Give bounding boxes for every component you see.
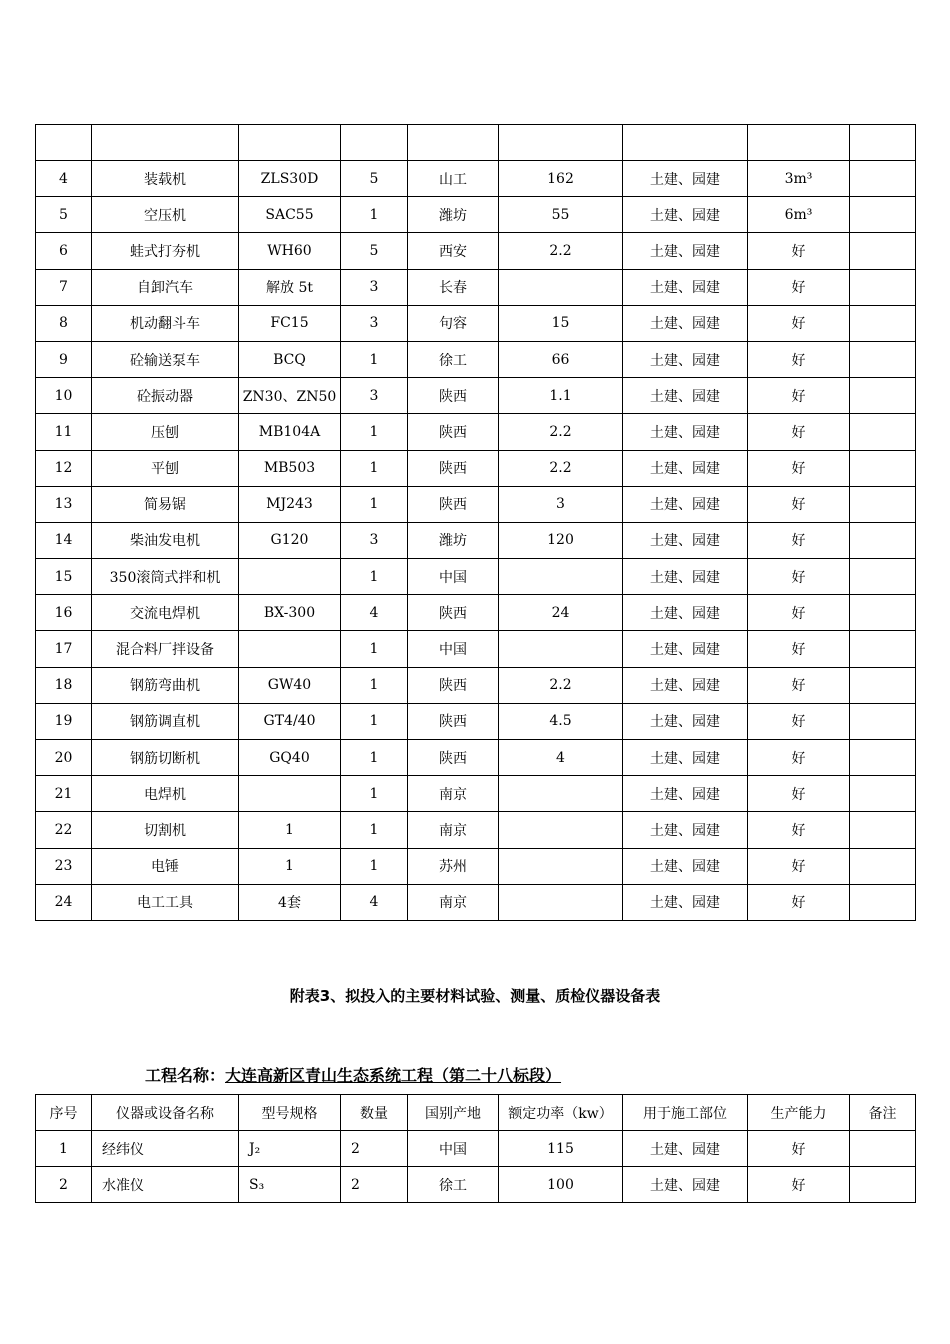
cell-remark <box>850 667 916 703</box>
cell-seq: 1 <box>36 1131 92 1167</box>
cell-power <box>499 269 623 305</box>
cell-remark <box>850 776 916 812</box>
cell-qty: 1 <box>341 848 408 884</box>
cell-name: 交流电焊机 <box>92 595 239 631</box>
cell-name: 平刨 <box>92 450 239 486</box>
cell-remark <box>850 884 916 920</box>
cell-capacity: 好 <box>748 812 850 848</box>
cell-seq: 6 <box>36 233 92 269</box>
cell-remark <box>850 378 916 414</box>
cell-qty: 1 <box>341 486 408 522</box>
cell-model: BCQ <box>239 341 341 377</box>
cell-name: 电工工具 <box>92 884 239 920</box>
cell-name: 混合料厂拌设备 <box>92 631 239 667</box>
cell-seq: 13 <box>36 486 92 522</box>
cell-origin: 陕西 <box>408 740 499 776</box>
cell-usage: 土建、园建 <box>623 812 748 848</box>
cell-power <box>499 559 623 595</box>
cell-origin: 中国 <box>408 631 499 667</box>
cell-power <box>499 776 623 812</box>
cell-name: 装载机 <box>92 161 239 197</box>
cell-qty: 1 <box>341 740 408 776</box>
cell-remark <box>850 450 916 486</box>
cell-model: ZN30、ZN50 <box>239 378 341 414</box>
cell-name: 柴油发电机 <box>92 522 239 558</box>
cell-remark <box>850 559 916 595</box>
cell-origin: 潍坊 <box>408 197 499 233</box>
cell-remark <box>850 305 916 341</box>
table-header-row <box>36 1095 916 1131</box>
cell-remark <box>850 740 916 776</box>
cell-name: 电焊机 <box>92 776 239 812</box>
cell-name: 简易锯 <box>92 486 239 522</box>
cell-power <box>499 631 623 667</box>
cell-power: 2.2 <box>499 233 623 269</box>
cell-capacity: 好 <box>748 595 850 631</box>
cell-remark <box>850 848 916 884</box>
cell-remark <box>850 341 916 377</box>
table-row <box>36 703 916 739</box>
table-row <box>36 378 916 414</box>
cell-name: 蛙式打夯机 <box>92 233 239 269</box>
cell-qty: 3 <box>341 269 408 305</box>
header-origin: 国别产地 <box>408 1095 499 1131</box>
cell-model <box>239 631 341 667</box>
cell-origin: 陕西 <box>408 703 499 739</box>
cell-usage: 土建、园建 <box>623 486 748 522</box>
cell-model: 1 <box>239 848 341 884</box>
section-title: 附表3、拟投入的主要材料试验、测量、质检仪器设备表 <box>289 987 661 1005</box>
cell-qty: 1 <box>341 667 408 703</box>
cell-qty: 2 <box>341 1131 408 1167</box>
cell-name: 水准仪 <box>92 1167 239 1203</box>
cell-capacity: 3m³ <box>748 161 850 197</box>
cell-origin: 南京 <box>408 812 499 848</box>
table-row <box>36 341 916 377</box>
cell-power: 4.5 <box>499 703 623 739</box>
cell-name: 电锤 <box>92 848 239 884</box>
cell-model: 4套 <box>239 884 341 920</box>
cell-seq: 17 <box>36 631 92 667</box>
cell-usage: 土建、园建 <box>623 1167 748 1203</box>
equipment-table <box>35 124 916 921</box>
project-label: 工程名称： <box>145 1066 226 1085</box>
cell-usage: 土建、园建 <box>623 631 748 667</box>
cell-origin: 陕西 <box>408 667 499 703</box>
cell-remark <box>850 233 916 269</box>
cell-capacity: 好 <box>748 776 850 812</box>
cell-model: MJ243 <box>239 486 341 522</box>
cell-capacity: 好 <box>748 233 850 269</box>
cell-name: 350滚筒式拌和机 <box>92 559 239 595</box>
header-power: 额定功率（kw） <box>499 1095 623 1131</box>
cell-model: FC15 <box>239 305 341 341</box>
table-row <box>36 450 916 486</box>
table-row <box>36 884 916 920</box>
cell-power <box>499 812 623 848</box>
cell-origin: 中国 <box>408 1131 499 1167</box>
cell-seq: 15 <box>36 559 92 595</box>
cell-name: 钢筋弯曲机 <box>92 667 239 703</box>
cell-capacity: 好 <box>748 378 850 414</box>
cell-qty: 4 <box>341 595 408 631</box>
cell-usage: 土建、园建 <box>623 667 748 703</box>
blank-cell <box>239 125 341 161</box>
cell-remark <box>850 1167 916 1203</box>
table-row <box>36 486 916 522</box>
cell-seq: 14 <box>36 522 92 558</box>
cell-usage: 土建、园建 <box>623 703 748 739</box>
blank-cell <box>341 125 408 161</box>
cell-origin: 陕西 <box>408 450 499 486</box>
table-row <box>36 1167 916 1203</box>
cell-capacity: 好 <box>748 559 850 595</box>
cell-remark <box>850 161 916 197</box>
project-line <box>145 1063 561 1086</box>
cell-seq: 23 <box>36 848 92 884</box>
cell-origin: 徐工 <box>408 341 499 377</box>
cell-usage: 土建、园建 <box>623 414 748 450</box>
instrument-table-body <box>36 1095 916 1203</box>
table-row <box>36 161 916 197</box>
cell-seq: 24 <box>36 884 92 920</box>
blank-cell <box>499 125 623 161</box>
cell-origin: 南京 <box>408 776 499 812</box>
cell-capacity: 好 <box>748 269 850 305</box>
cell-usage: 土建、园建 <box>623 378 748 414</box>
cell-capacity: 好 <box>748 703 850 739</box>
cell-capacity: 6m³ <box>748 197 850 233</box>
cell-usage: 土建、园建 <box>623 450 748 486</box>
cell-capacity: 好 <box>748 450 850 486</box>
table-row <box>36 631 916 667</box>
cell-power: 100 <box>499 1167 623 1203</box>
cell-capacity: 好 <box>748 884 850 920</box>
cell-remark <box>850 414 916 450</box>
cell-origin: 潍坊 <box>408 522 499 558</box>
cell-power: 15 <box>499 305 623 341</box>
cell-model: MB503 <box>239 450 341 486</box>
cell-qty: 1 <box>341 341 408 377</box>
blank-header-row <box>36 125 916 161</box>
cell-remark <box>850 522 916 558</box>
cell-model <box>239 776 341 812</box>
cell-power: 55 <box>499 197 623 233</box>
cell-qty: 5 <box>341 161 408 197</box>
cell-origin: 陕西 <box>408 414 499 450</box>
table-row <box>36 848 916 884</box>
cell-power: 1.1 <box>499 378 623 414</box>
instrument-table <box>35 1094 916 1203</box>
cell-usage: 土建、园建 <box>623 161 748 197</box>
cell-qty: 1 <box>341 414 408 450</box>
cell-capacity: 好 <box>748 631 850 667</box>
header-remark: 备注 <box>850 1095 916 1131</box>
cell-usage: 土建、园建 <box>623 740 748 776</box>
table-row <box>36 414 916 450</box>
cell-qty: 2 <box>341 1167 408 1203</box>
cell-name: 经纬仪 <box>92 1131 239 1167</box>
table-row <box>36 559 916 595</box>
cell-remark <box>850 631 916 667</box>
cell-model: S₃ <box>239 1167 341 1203</box>
blank-cell <box>92 125 239 161</box>
blank-cell <box>748 125 850 161</box>
cell-remark <box>850 486 916 522</box>
cell-usage: 土建、园建 <box>623 305 748 341</box>
cell-power: 115 <box>499 1131 623 1167</box>
cell-origin: 南京 <box>408 884 499 920</box>
cell-qty: 4 <box>341 884 408 920</box>
cell-name: 钢筋切断机 <box>92 740 239 776</box>
cell-qty: 3 <box>341 522 408 558</box>
cell-name: 空压机 <box>92 197 239 233</box>
cell-origin: 陕西 <box>408 378 499 414</box>
cell-model: GW40 <box>239 667 341 703</box>
blank-cell <box>36 125 92 161</box>
cell-model: GT4/40 <box>239 703 341 739</box>
cell-model: 1 <box>239 812 341 848</box>
cell-power <box>499 884 623 920</box>
table-row <box>36 305 916 341</box>
project-name: 大连高新区青山生态系统工程（第二十八标段） <box>225 1066 562 1085</box>
table-row <box>36 522 916 558</box>
cell-qty: 1 <box>341 776 408 812</box>
cell-capacity: 好 <box>748 740 850 776</box>
table-row <box>36 1131 916 1167</box>
cell-origin: 长春 <box>408 269 499 305</box>
cell-model: BX-300 <box>239 595 341 631</box>
cell-remark <box>850 703 916 739</box>
cell-capacity: 好 <box>748 305 850 341</box>
cell-seq: 10 <box>36 378 92 414</box>
cell-usage: 土建、园建 <box>623 269 748 305</box>
cell-usage: 土建、园建 <box>623 1131 748 1167</box>
cell-remark <box>850 197 916 233</box>
header-capacity: 生产能力 <box>748 1095 850 1131</box>
cell-capacity: 好 <box>748 414 850 450</box>
cell-qty: 1 <box>341 631 408 667</box>
cell-seq: 20 <box>36 740 92 776</box>
cell-qty: 3 <box>341 378 408 414</box>
cell-usage: 土建、园建 <box>623 595 748 631</box>
cell-seq: 18 <box>36 667 92 703</box>
cell-seq: 16 <box>36 595 92 631</box>
cell-capacity: 好 <box>748 341 850 377</box>
cell-seq: 9 <box>36 341 92 377</box>
cell-origin: 苏州 <box>408 848 499 884</box>
cell-usage: 土建、园建 <box>623 776 748 812</box>
cell-seq: 22 <box>36 812 92 848</box>
cell-seq: 8 <box>36 305 92 341</box>
cell-origin: 中国 <box>408 559 499 595</box>
cell-remark <box>850 812 916 848</box>
table-row <box>36 812 916 848</box>
cell-remark <box>850 269 916 305</box>
cell-power <box>499 848 623 884</box>
cell-name: 自卸汽车 <box>92 269 239 305</box>
cell-name: 钢筋调直机 <box>92 703 239 739</box>
cell-power: 162 <box>499 161 623 197</box>
cell-power: 2.2 <box>499 667 623 703</box>
cell-name: 机动翻斗车 <box>92 305 239 341</box>
cell-name: 切割机 <box>92 812 239 848</box>
cell-seq: 11 <box>36 414 92 450</box>
cell-qty: 1 <box>341 450 408 486</box>
table-row <box>36 595 916 631</box>
cell-capacity: 好 <box>748 1167 850 1203</box>
cell-seq: 2 <box>36 1167 92 1203</box>
header-seq: 序号 <box>36 1095 92 1131</box>
cell-model: ZLS30D <box>239 161 341 197</box>
cell-usage: 土建、园建 <box>623 341 748 377</box>
cell-usage: 土建、园建 <box>623 233 748 269</box>
cell-name: 压刨 <box>92 414 239 450</box>
cell-name: 砼输送泵车 <box>92 341 239 377</box>
header-usage: 用于施工部位 <box>623 1095 748 1131</box>
cell-qty: 1 <box>341 559 408 595</box>
cell-power: 3 <box>499 486 623 522</box>
header-name: 仪器或设备名称 <box>92 1095 239 1131</box>
cell-usage: 土建、园建 <box>623 884 748 920</box>
cell-seq: 12 <box>36 450 92 486</box>
cell-power: 120 <box>499 522 623 558</box>
cell-seq: 7 <box>36 269 92 305</box>
cell-qty: 5 <box>341 233 408 269</box>
cell-qty: 1 <box>341 812 408 848</box>
cell-capacity: 好 <box>748 848 850 884</box>
cell-name: 砼振动器 <box>92 378 239 414</box>
cell-seq: 21 <box>36 776 92 812</box>
cell-power: 4 <box>499 740 623 776</box>
cell-model: J₂ <box>239 1131 341 1167</box>
cell-usage: 土建、园建 <box>623 197 748 233</box>
cell-origin: 徐工 <box>408 1167 499 1203</box>
cell-power: 24 <box>499 595 623 631</box>
cell-capacity: 好 <box>748 486 850 522</box>
cell-qty: 1 <box>341 703 408 739</box>
cell-model <box>239 559 341 595</box>
cell-capacity: 好 <box>748 1131 850 1167</box>
cell-origin: 句容 <box>408 305 499 341</box>
cell-power: 2.2 <box>499 450 623 486</box>
cell-model: MB104A <box>239 414 341 450</box>
header-model: 型号规格 <box>239 1095 341 1131</box>
cell-usage: 土建、园建 <box>623 559 748 595</box>
cell-model: WH60 <box>239 233 341 269</box>
cell-origin: 陕西 <box>408 486 499 522</box>
cell-seq: 4 <box>36 161 92 197</box>
cell-qty: 1 <box>341 197 408 233</box>
cell-origin: 山工 <box>408 161 499 197</box>
table-row <box>36 269 916 305</box>
equipment-table-body <box>36 125 916 921</box>
blank-cell <box>850 125 916 161</box>
table-row <box>36 776 916 812</box>
cell-power: 2.2 <box>499 414 623 450</box>
cell-usage: 土建、园建 <box>623 522 748 558</box>
cell-qty: 3 <box>341 305 408 341</box>
cell-seq: 19 <box>36 703 92 739</box>
cell-usage: 土建、园建 <box>623 848 748 884</box>
table-row <box>36 197 916 233</box>
cell-seq: 5 <box>36 197 92 233</box>
cell-model: SAC55 <box>239 197 341 233</box>
cell-model: GQ40 <box>239 740 341 776</box>
cell-remark <box>850 1131 916 1167</box>
cell-power: 66 <box>499 341 623 377</box>
cell-model: G120 <box>239 522 341 558</box>
blank-cell <box>408 125 499 161</box>
header-qty: 数量 <box>341 1095 408 1131</box>
table-row <box>36 740 916 776</box>
cell-capacity: 好 <box>748 522 850 558</box>
cell-capacity: 好 <box>748 667 850 703</box>
cell-origin: 西安 <box>408 233 499 269</box>
table-row <box>36 233 916 269</box>
table-row <box>36 667 916 703</box>
cell-model: 解放 5t <box>239 269 341 305</box>
blank-cell <box>623 125 748 161</box>
cell-origin: 陕西 <box>408 595 499 631</box>
cell-remark <box>850 595 916 631</box>
